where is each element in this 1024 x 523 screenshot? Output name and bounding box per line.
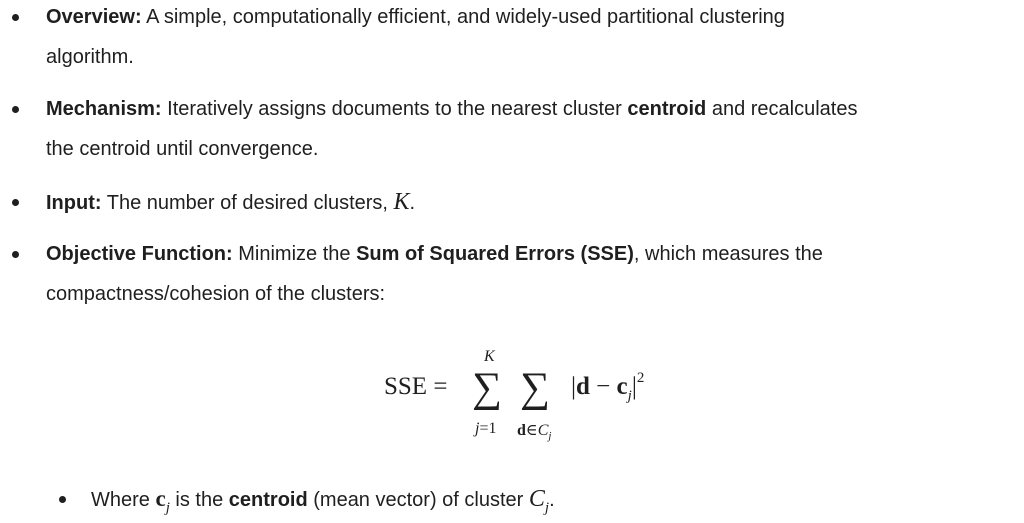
sum2-lower-set: C xyxy=(537,422,549,439)
sub-bullet-centroid xyxy=(0,479,1000,522)
bullet-overview xyxy=(0,0,1000,77)
bullet-mechanism-text xyxy=(46,89,1000,169)
sum1-lower-var: j xyxy=(475,420,480,437)
mechanism-line2: the centroid until convergence. xyxy=(46,138,319,160)
bullet-overview-text xyxy=(46,0,1000,77)
vec-c-sub: j xyxy=(627,388,632,404)
sub-end: . xyxy=(549,489,555,511)
sub-bullet-text xyxy=(91,479,1000,522)
input-label: Input: xyxy=(46,192,102,214)
mechanism-label: Mechanism: xyxy=(46,98,162,120)
sub-vec-sub: j xyxy=(165,500,170,516)
sum2-lower-limit xyxy=(517,420,551,440)
vec-d: d xyxy=(576,373,590,400)
overview-line2: algorithm. xyxy=(46,46,134,68)
sum2-lower-vec: d xyxy=(517,422,526,439)
sub-vec: c xyxy=(155,486,166,511)
sum1-lower-rest: =1 xyxy=(479,420,497,437)
mechanism-text-a: Iteratively assigns documents to the nearest cluster xyxy=(161,98,628,120)
objective-text-b: , which measures the xyxy=(633,243,823,265)
bullet-mechanism xyxy=(0,89,1000,169)
overview-line1: A simple, computationally efficient, and widely-used partitional clustering xyxy=(141,6,785,28)
bar-open: | xyxy=(571,373,577,400)
vec-c: c xyxy=(616,373,628,400)
sum1-lower-limit xyxy=(475,420,496,438)
objective-label: Objective Function: xyxy=(46,243,233,265)
formula-lhs: SSE = xyxy=(384,373,448,400)
bullet-dot xyxy=(12,14,19,21)
bullet-input xyxy=(0,182,1000,223)
mechanism-text-b: and recalculates xyxy=(706,98,858,120)
sub-set: C xyxy=(528,486,545,512)
bullet-dot xyxy=(12,106,19,113)
bullet-objective-text xyxy=(46,234,1000,314)
input-end: . xyxy=(409,192,416,214)
sum2-sigma: ∑ xyxy=(520,365,550,411)
sum1-sigma: ∑ xyxy=(472,365,502,411)
bullet-objective xyxy=(0,234,1000,314)
input-text: The number of desired clusters, xyxy=(101,192,394,214)
formula-summand xyxy=(571,370,645,404)
sub-bold-word: centroid xyxy=(228,489,308,511)
sub-bullet-dot xyxy=(59,496,66,503)
sum1-upper-limit: K xyxy=(484,348,495,365)
overview-label: Overview: xyxy=(46,6,142,28)
sub-text-a: Where xyxy=(91,489,156,511)
bullet-dot xyxy=(12,199,19,206)
sse-formula xyxy=(384,345,704,445)
sub-text-b: is the xyxy=(169,489,229,511)
bar-close: | xyxy=(631,373,637,400)
input-math-var: K xyxy=(393,189,410,215)
power: 2 xyxy=(636,370,645,386)
sum2-lower-sub: j xyxy=(548,430,552,442)
mechanism-bold-word: centroid xyxy=(627,98,707,120)
objective-text-a: Minimize the xyxy=(232,243,357,265)
bullet-dot xyxy=(12,251,19,258)
objective-line2: compactness/cohesion of the clusters: xyxy=(46,283,386,305)
sub-set-sub: j xyxy=(544,500,550,516)
minus-sign: − xyxy=(596,373,611,400)
sub-text-c: (mean vector) of cluster xyxy=(307,489,529,511)
bullet-input-text xyxy=(46,182,1000,223)
objective-bold-phrase: Sum of Squared Errors (SSE) xyxy=(356,243,634,265)
sum2-lower-in: ∈ xyxy=(525,422,538,439)
